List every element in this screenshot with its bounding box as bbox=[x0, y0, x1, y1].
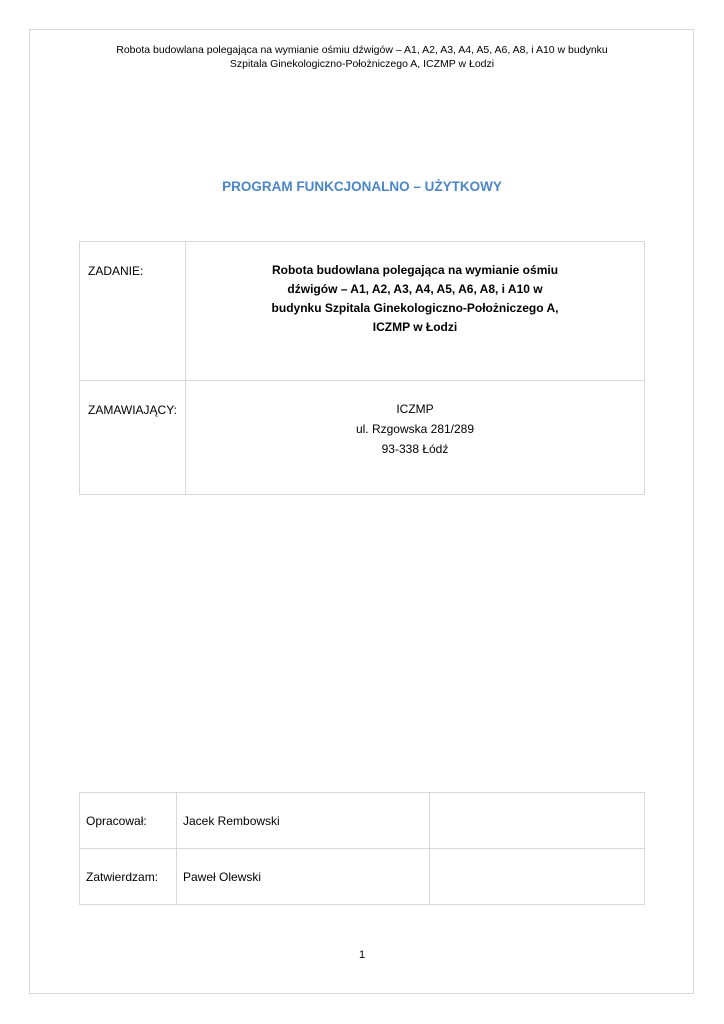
task-info-table bbox=[79, 241, 645, 495]
prepared-by-name: Jacek Rembowski bbox=[177, 793, 430, 849]
page-number: 1 bbox=[358, 949, 366, 961]
task-description bbox=[186, 242, 645, 381]
task-line-4: ICZMP w Łodzi bbox=[372, 320, 458, 334]
header-line-2: Szpitala Ginekologiczno-Położniczego A, ICZMP w Łodzi bbox=[229, 58, 495, 70]
prepared-by-row bbox=[80, 793, 645, 849]
signature-table bbox=[79, 792, 645, 905]
task-line-3: budynku Szpitala Ginekologiczno-Położniczego A, bbox=[271, 301, 559, 315]
document-title: PROGRAM FUNKCJONALNO – UŻYTKOWY bbox=[222, 179, 502, 194]
approved-by-signature-cell bbox=[430, 849, 645, 905]
task-row bbox=[80, 242, 645, 381]
prepared-by-signature-cell bbox=[430, 793, 645, 849]
client-name: ICZMP bbox=[396, 402, 434, 416]
approved-by-name: Paweł Olewski bbox=[177, 849, 430, 905]
approved-by-label: Zatwierdzam: bbox=[80, 849, 177, 905]
client-label: ZAMAWIAJĄCY: bbox=[80, 381, 186, 495]
task-line-2: dźwigów – A1, A2, A3, A4, A5, A6, A8, i A10 w bbox=[287, 282, 543, 296]
client-street: ul. Rzgowska 281/289 bbox=[355, 422, 475, 436]
task-line-1: Robota budowlana polegająca na wymianie ośmiu bbox=[271, 263, 559, 277]
task-label: ZADANIE: bbox=[80, 242, 186, 381]
client-row bbox=[80, 381, 645, 495]
running-header bbox=[40, 43, 684, 71]
client-city: 93-338 Łódź bbox=[381, 442, 449, 456]
client-details bbox=[186, 381, 645, 495]
header-line-1: Robota budowlana polegająca na wymianie ośmiu dźwigów – A1, A2, A3, A4, A5, A6, A8, i A10 w budynku bbox=[116, 44, 608, 56]
approved-by-row bbox=[80, 849, 645, 905]
prepared-by-label: Opracował: bbox=[80, 793, 177, 849]
